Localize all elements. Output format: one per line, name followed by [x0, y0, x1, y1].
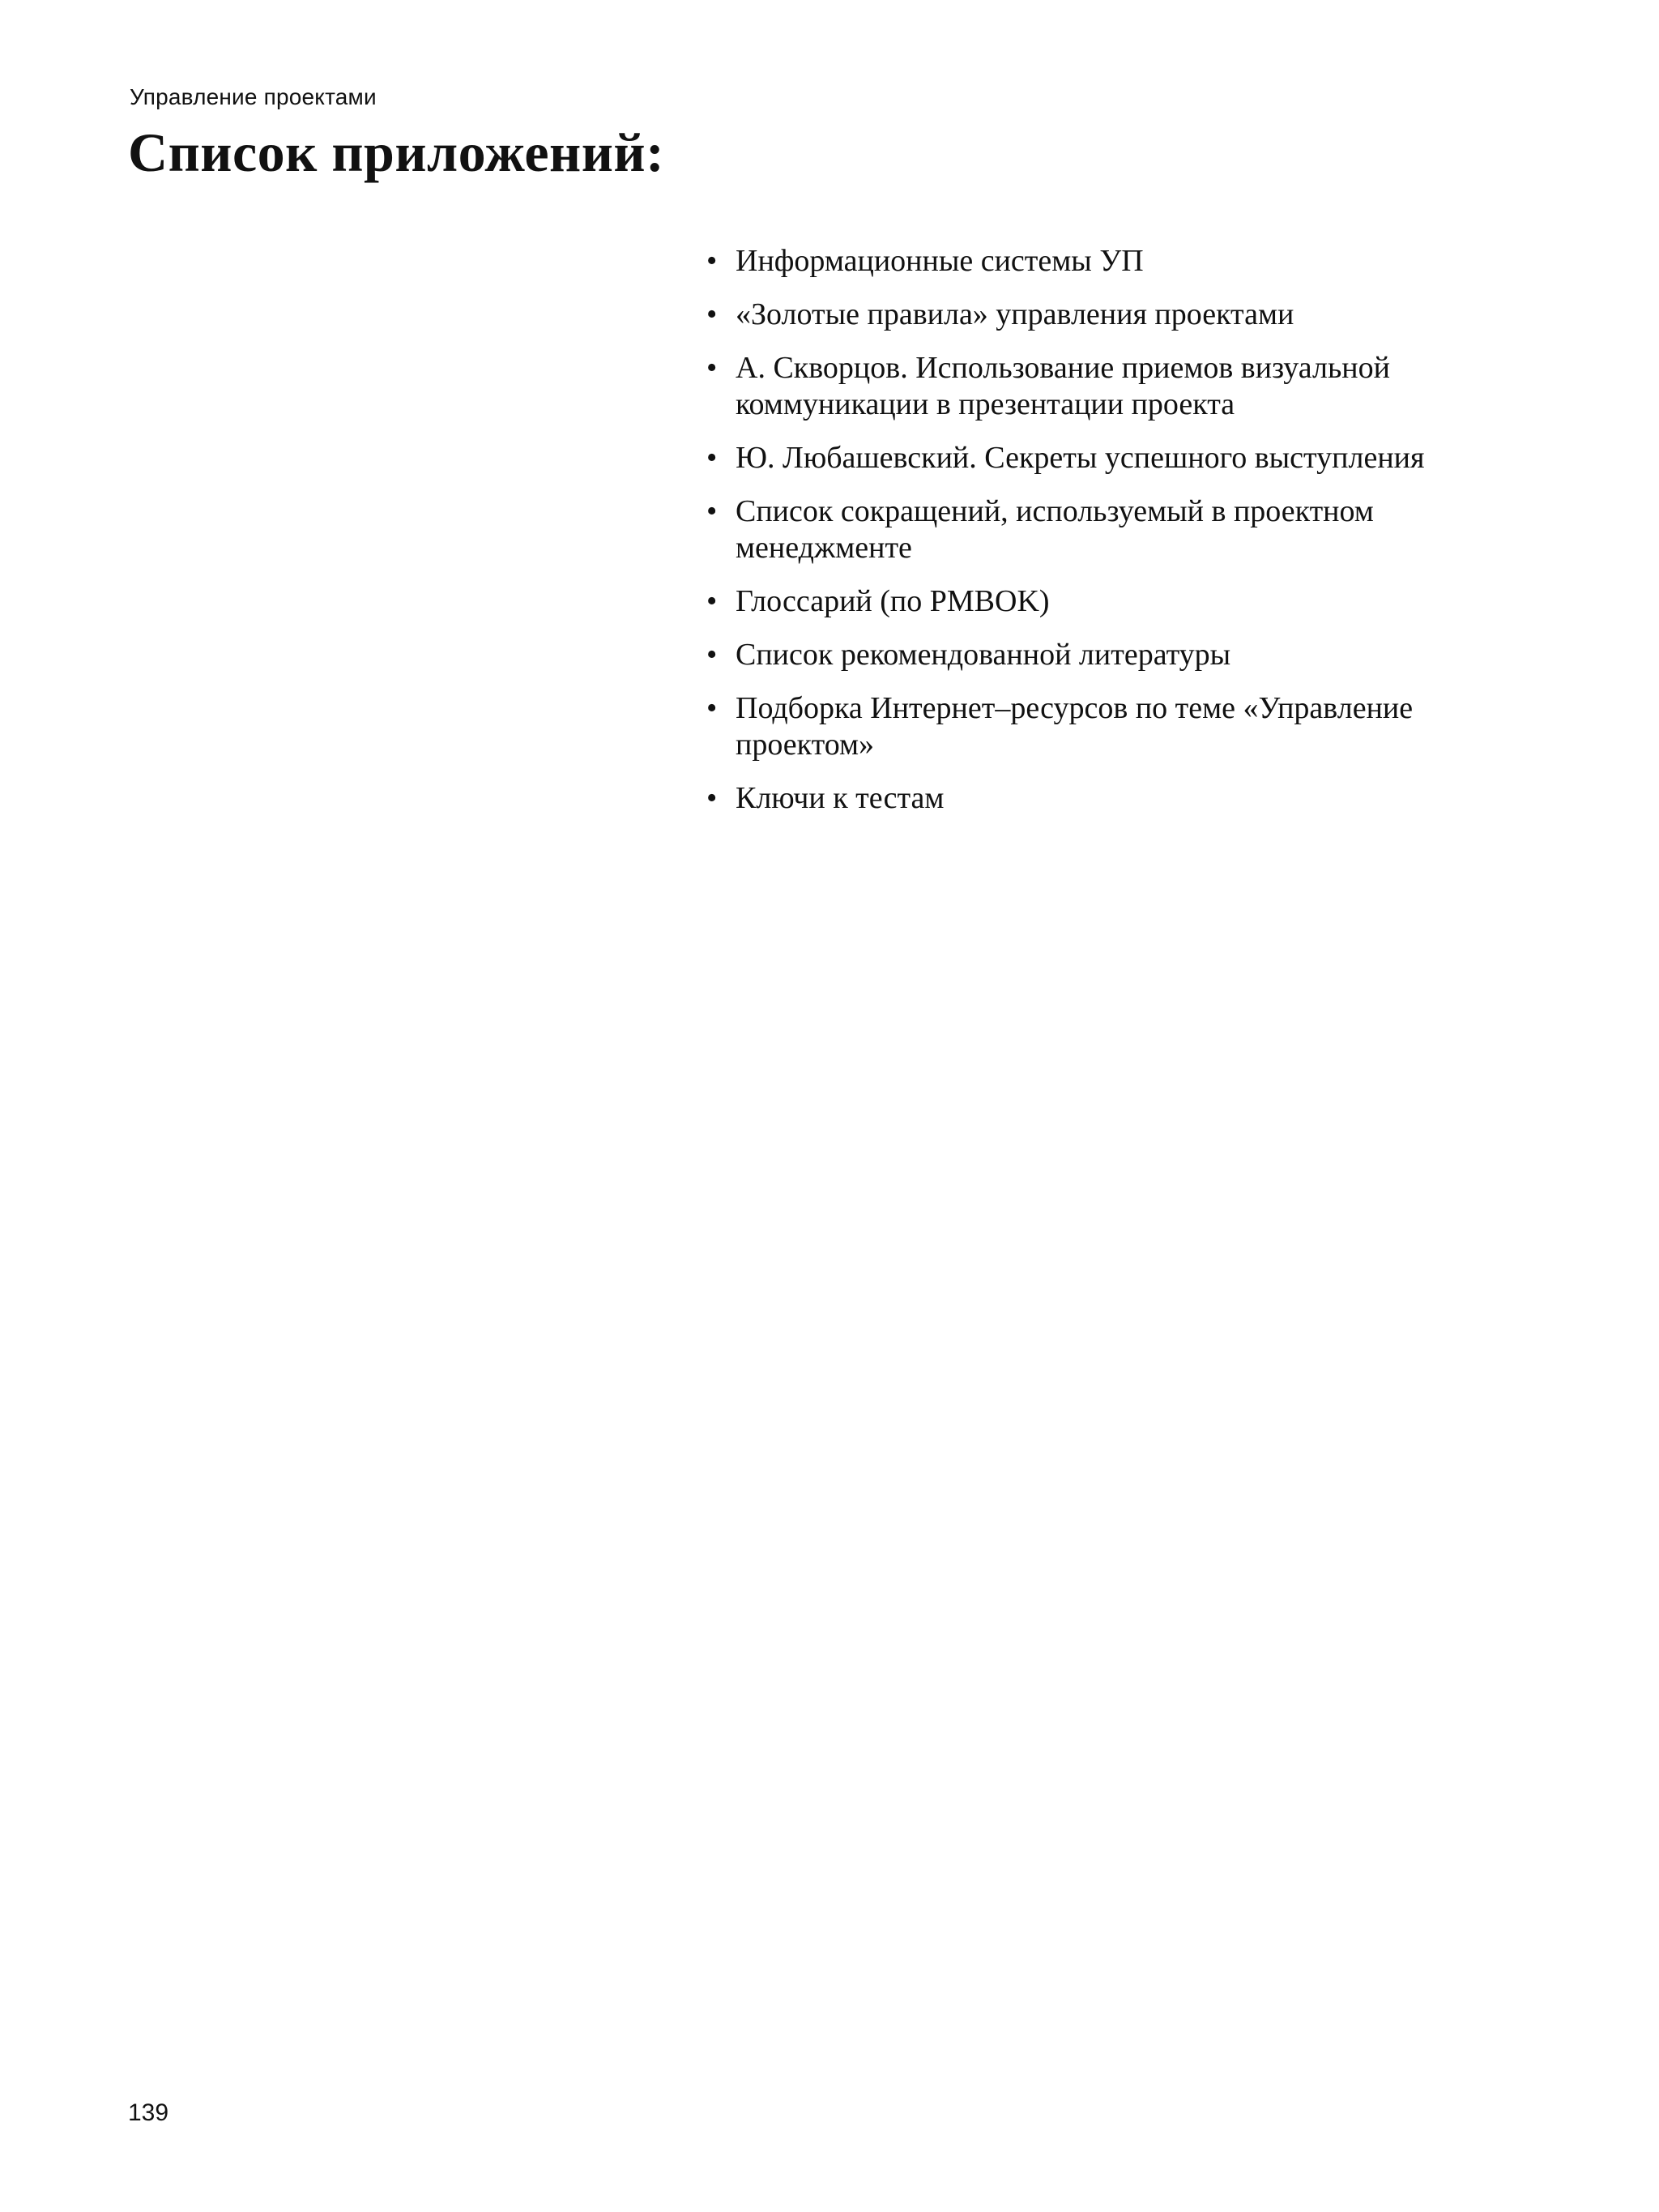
list-item — [706, 493, 1549, 566]
bullet: • — [706, 494, 718, 528]
list-item-text: Ключи к тестам — [736, 781, 945, 815]
list-item-text: Список сокращений, используемый в проектном менеджменте — [736, 494, 1374, 565]
list-item — [706, 243, 1549, 280]
running-header: Управление проектами — [130, 84, 377, 109]
bullet: • — [706, 297, 718, 331]
list-item-text: А. Скворцов. Использование приемов визуальной коммуникации в презентации проекта — [736, 351, 1390, 421]
bullet: • — [706, 441, 718, 475]
list-item — [706, 440, 1549, 476]
list-item-text: Ю. Любашевский. Секреты успешного выступления — [736, 441, 1425, 475]
list-item — [706, 583, 1549, 620]
bullet: • — [706, 638, 718, 672]
appendix-list — [706, 243, 1549, 834]
list-item-text: Информационные системы УП — [736, 244, 1144, 278]
bullet: • — [706, 781, 718, 815]
list-item — [706, 297, 1549, 333]
page-title: Список приложений: — [128, 122, 665, 183]
bullet: • — [706, 244, 718, 278]
list-item-text: Глоссарий (по PMBOK) — [736, 584, 1050, 618]
list-item — [706, 637, 1549, 673]
list-item — [706, 780, 1549, 817]
bullet: • — [706, 351, 718, 385]
list-item-text: «Золотые правила» управления проектами — [736, 297, 1294, 331]
list-item-text: Подборка Интернет–ресурсов по теме «Управление проектом» — [736, 691, 1414, 762]
page-number: 139 — [128, 2099, 169, 2126]
bullet: • — [706, 691, 718, 725]
list-item — [706, 350, 1549, 423]
bullet: • — [706, 584, 718, 618]
list-item-text: Список рекомендованной литературы — [736, 638, 1231, 672]
list-item — [706, 690, 1549, 763]
